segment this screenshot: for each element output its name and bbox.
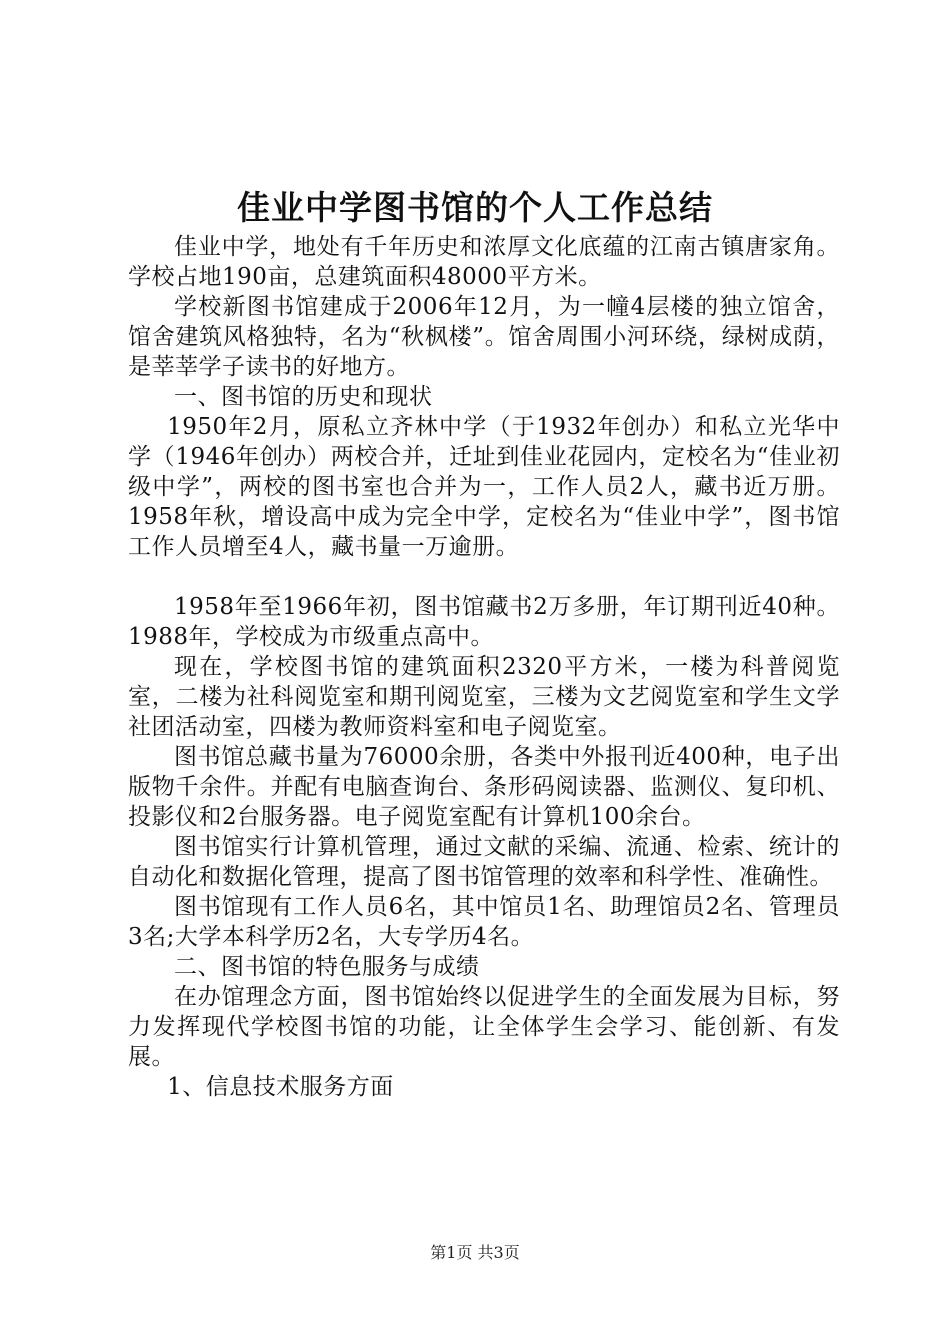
- paragraph-collection: 图书馆总藏书量为76000余册，各类中外报刊近400种，电子出版物千余件。并配有电脑查询台、条形码阅读器、监测仪、复印机、投影仪和2台服务器。电子阅览室配有计算机100余台。: [128, 744, 840, 830]
- paragraph-intro: 佳业中学，地处有千年历史和浓厚文化底蕴的江南古镇唐家角。学校占地190亩，总建筑面积48000平方米。: [128, 234, 840, 290]
- subheading-it-services: 1、信息技术服务方面: [167, 1074, 394, 1100]
- section-heading-services: 二、图书馆的特色服务与成绩: [174, 954, 480, 980]
- paragraph-philosophy: 在办馆理念方面，图书馆始终以促进学生的全面发展为目标，努力发挥现代学校图书馆的功能，让全体学生会学习、能创新、有发展。: [128, 984, 840, 1070]
- section-heading-history: 一、图书馆的历史和现状: [174, 384, 433, 410]
- document-body: [128, 232, 840, 1102]
- paragraph-history-1958: 1958年至1966年初，图书馆藏书2万多册，年订期刊近40种。1988年，学校成为市级重点高中。: [128, 594, 840, 650]
- paragraph-staff: 图书馆现有工作人员6名，其中馆员1名、助理馆员2名、管理员3名;大学本科学历2名，大专学历4名。: [128, 894, 840, 950]
- paragraph-computer-management: 图书馆实行计算机管理，通过文献的采编、流通、检索、统计的自动化和数据化管理，提高了图书馆管理的效率和科学性、准确性。: [128, 834, 840, 890]
- page-footer: 第1页 共3页: [430, 1243, 520, 1262]
- paragraph-current-building: 现在，学校图书馆的建筑面积2320平方米，一楼为科普阅览室，二楼为社科阅览室和期刊阅览室，三楼为文艺阅览室和学生文学社团活动室，四楼为教师资料室和电子阅览室。: [128, 654, 840, 740]
- paragraph-history-1950: 1950年2月，原私立齐林中学（于1932年创办）和私立光华中学（1946年创办）两校合并，迁址到佳业花园内，定校名为“佳业初级中学”，两校的图书室也合并为一，工作人员2人，藏书近万册。1958年秋，增设高中成为完全中学，定校名为“佳业中学”，图书馆工作人员增至4人，藏书量一万逾册。: [128, 414, 840, 560]
- paragraph-new-library: 学校新图书馆建成于2006年12月，为一幢4层楼的独立馆舍，馆舍建筑风格独特，名为“秋枫楼”。馆舍周围小河环绕，绿树成荫，是莘莘学子读书的好地方。: [128, 294, 840, 380]
- document-title: 佳业中学图书馆的个人工作总结: [237, 188, 713, 227]
- paragraph-gap: [128, 562, 840, 592]
